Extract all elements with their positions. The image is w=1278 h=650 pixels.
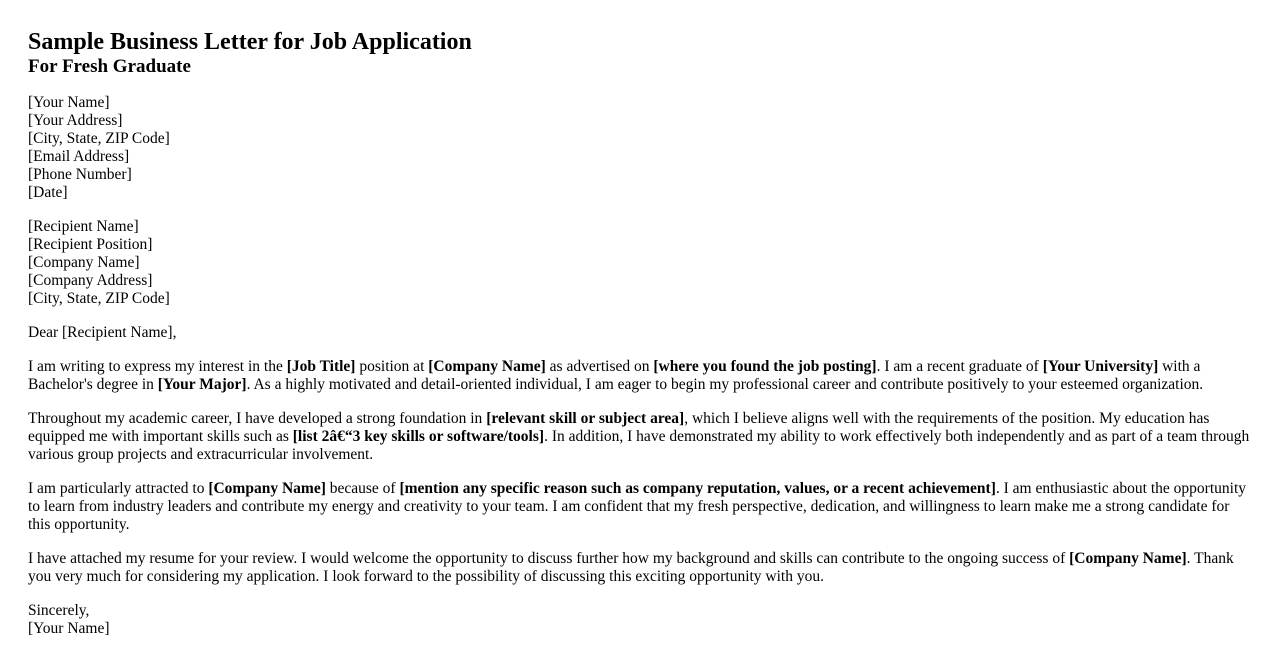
page-title: Sample Business Letter for Job Application — [28, 29, 472, 55]
salutation: Dear [Recipient Name], — [28, 324, 177, 341]
placeholder-job-title: [Job Title] — [286, 358, 356, 375]
recipient-name: [Recipient Name] — [28, 218, 139, 235]
text-run: . As a highly motivated and detail-oriented individual, I am eager to begin my professional career and contribute positively to your esteemed organization. — [246, 376, 1204, 393]
placeholder-company-name: [Company Name] — [428, 358, 546, 375]
sender-phone: [Phone Number] — [28, 166, 132, 183]
sign-off-block — [28, 602, 1250, 638]
signature-name: [Your Name] — [28, 620, 110, 637]
text-run: I have attached my resume for your review. I would welcome the opportunity to discuss further how my background and skills can contribute to the ongoing success of — [28, 550, 1070, 567]
placeholder-key-skills: [list 2â€“3 key skills or software/tools] — [292, 428, 545, 445]
sender-city-state-zip: [City, State, ZIP Code] — [28, 130, 170, 147]
text-run: because of — [325, 480, 400, 497]
text-run: as advertised on — [545, 358, 654, 375]
text-run: I am particularly attracted to — [28, 480, 209, 497]
paragraph-skills — [28, 410, 1250, 464]
recipient-company: [Company Name] — [28, 254, 140, 271]
text-run: Throughout my academic career, I have developed a strong foundation in — [28, 410, 487, 427]
text-run: with a Bachelor's degree in — [28, 358, 1201, 393]
placeholder-skill-area: [relevant skill or subject area] — [486, 410, 685, 427]
placeholder-company-name: [Company Name] — [1069, 550, 1187, 567]
text-run: . I am enthusiastic about the opportunity to learn from industry leaders and contribute my energy and creativity to your team. I am confident that my fresh perspective, dedication, and willingness to learn make me a strong candidate for this opportunity. — [28, 480, 1246, 533]
recipient-city-state-zip: [City, State, ZIP Code] — [28, 290, 170, 307]
closing-phrase: Sincerely, — [28, 602, 90, 619]
text-run: . In addition, I have demonstrated my ability to work effectively both independently and as part of a team through various group projects and extracurricular involvement. — [28, 428, 1250, 463]
placeholder-university: [Your University] — [1042, 358, 1159, 375]
text-run: I am writing to express my interest in the — [28, 358, 287, 375]
sender-address: [Your Address] — [28, 112, 123, 129]
paragraph-motivation — [28, 480, 1250, 534]
placeholder-job-source: [where you found the job posting] — [653, 358, 877, 375]
recipient-company-address: [Company Address] — [28, 272, 153, 289]
recipient-address-block — [28, 218, 1250, 308]
sender-name: [Your Name] — [28, 94, 110, 111]
text-run: position at — [355, 358, 429, 375]
placeholder-specific-reason: [mention any specific reason such as company reputation, values, or a recent achievement] — [399, 480, 996, 497]
page-subtitle: For Fresh Graduate — [28, 56, 191, 77]
paragraph-closing — [28, 550, 1250, 586]
recipient-position: [Recipient Position] — [28, 236, 153, 253]
sender-email: [Email Address] — [28, 148, 130, 165]
placeholder-major: [Your Major] — [157, 376, 247, 393]
paragraph-interest — [28, 358, 1250, 394]
text-run: . I am a recent graduate of — [876, 358, 1043, 375]
sender-address-block — [28, 94, 1250, 202]
text-run: , which I believe aligns well with the requirements of the position. My education has equipped me with important skills such as — [28, 410, 1210, 445]
letter-date: [Date] — [28, 184, 68, 201]
text-run: . Thank you very much for considering my application. I look forward to the possibility of discussing this exciting opportunity with you. — [28, 550, 1234, 585]
placeholder-company-name: [Company Name] — [208, 480, 326, 497]
